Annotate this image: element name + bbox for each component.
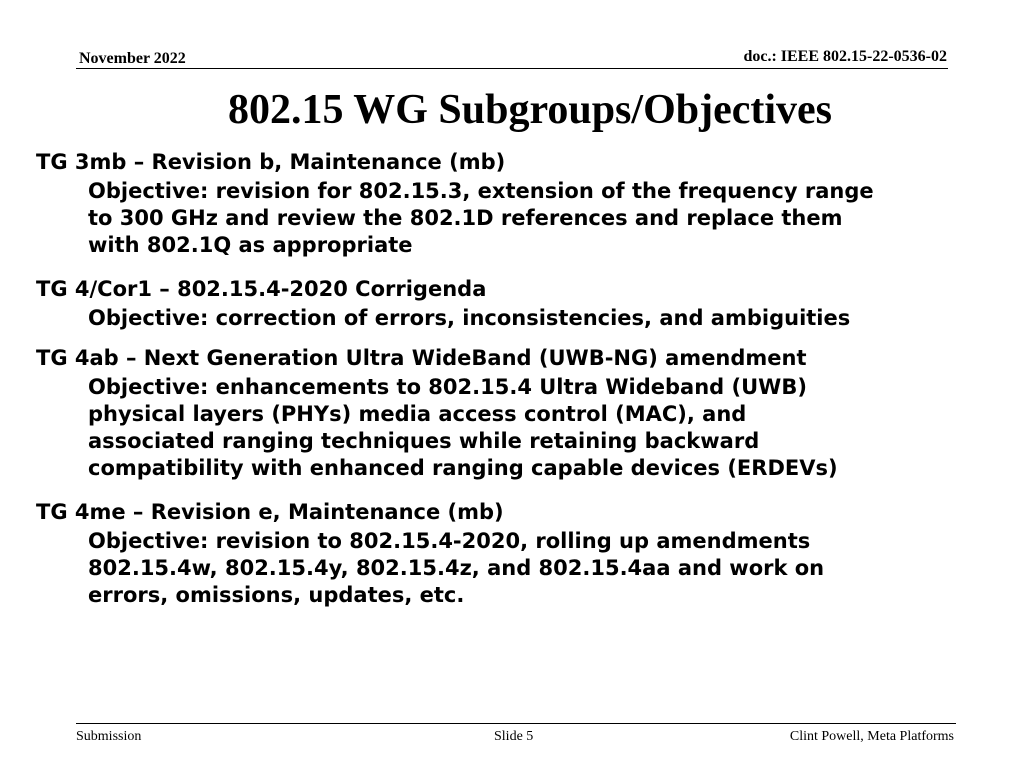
- section-heading: TG 4ab – Next Generation Ultra WideBand (UWB-NG) amendment: [36, 346, 807, 370]
- objective-line: with 802.1Q as appropriate: [88, 233, 413, 257]
- objective-line: physical layers (PHYs) media access control (MAC), and: [88, 402, 747, 426]
- footer-submission: Submission: [76, 729, 142, 744]
- header-rule: [76, 68, 948, 69]
- section-heading: TG 3mb – Revision b, Maintenance (mb): [36, 150, 506, 174]
- section-objective: [88, 305, 996, 332]
- objective-line: to 300 GHz and review the 802.1D references and replace them: [88, 206, 843, 230]
- section-heading: TG 4/Cor1 – 802.15.4-2020 Corrigenda: [36, 277, 487, 301]
- section-objective: [88, 178, 996, 259]
- objective-line: compatibility with enhanced ranging capable devices (ERDEVs): [88, 456, 838, 480]
- objective-line: Objective: enhancements to 802.15.4 Ultra Wideband (UWB): [88, 375, 807, 399]
- header-date: November 2022: [79, 50, 186, 67]
- objective-line: Objective: revision to 802.15.4-2020, rolling up amendments: [88, 529, 811, 553]
- section-heading: TG 4me – Revision e, Maintenance (mb): [36, 500, 504, 524]
- section-tg4ab: [36, 344, 996, 482]
- section-tg3mb: [36, 148, 996, 259]
- objective-line: 802.15.4w, 802.15.4y, 802.15.4z, and 802.15.4aa and work on: [88, 556, 825, 580]
- slide-body: [36, 148, 996, 609]
- objective-line: associated ranging techniques while retaining backward: [88, 429, 760, 453]
- section-tg4cor1: [36, 275, 996, 332]
- section-objective: [88, 374, 996, 482]
- section-objective: [88, 528, 996, 609]
- slide-title: 802.15 WG Subgroups/Objectives: [227, 87, 833, 133]
- section-tg4me: [36, 498, 996, 609]
- header-doc-id: doc.: IEEE 802.15-22-0536-02: [743, 48, 947, 65]
- objective-line: errors, omissions, updates, etc.: [88, 583, 465, 607]
- footer-slide-number: Slide 5: [494, 729, 534, 744]
- objective-line: Objective: revision for 802.15.3, extension of the frequency range: [88, 179, 874, 203]
- footer-rule: [76, 723, 956, 724]
- objective-line: Objective: correction of errors, inconsistencies, and ambiguities: [88, 306, 851, 330]
- footer-author: Clint Powell, Meta Platforms: [789, 729, 954, 744]
